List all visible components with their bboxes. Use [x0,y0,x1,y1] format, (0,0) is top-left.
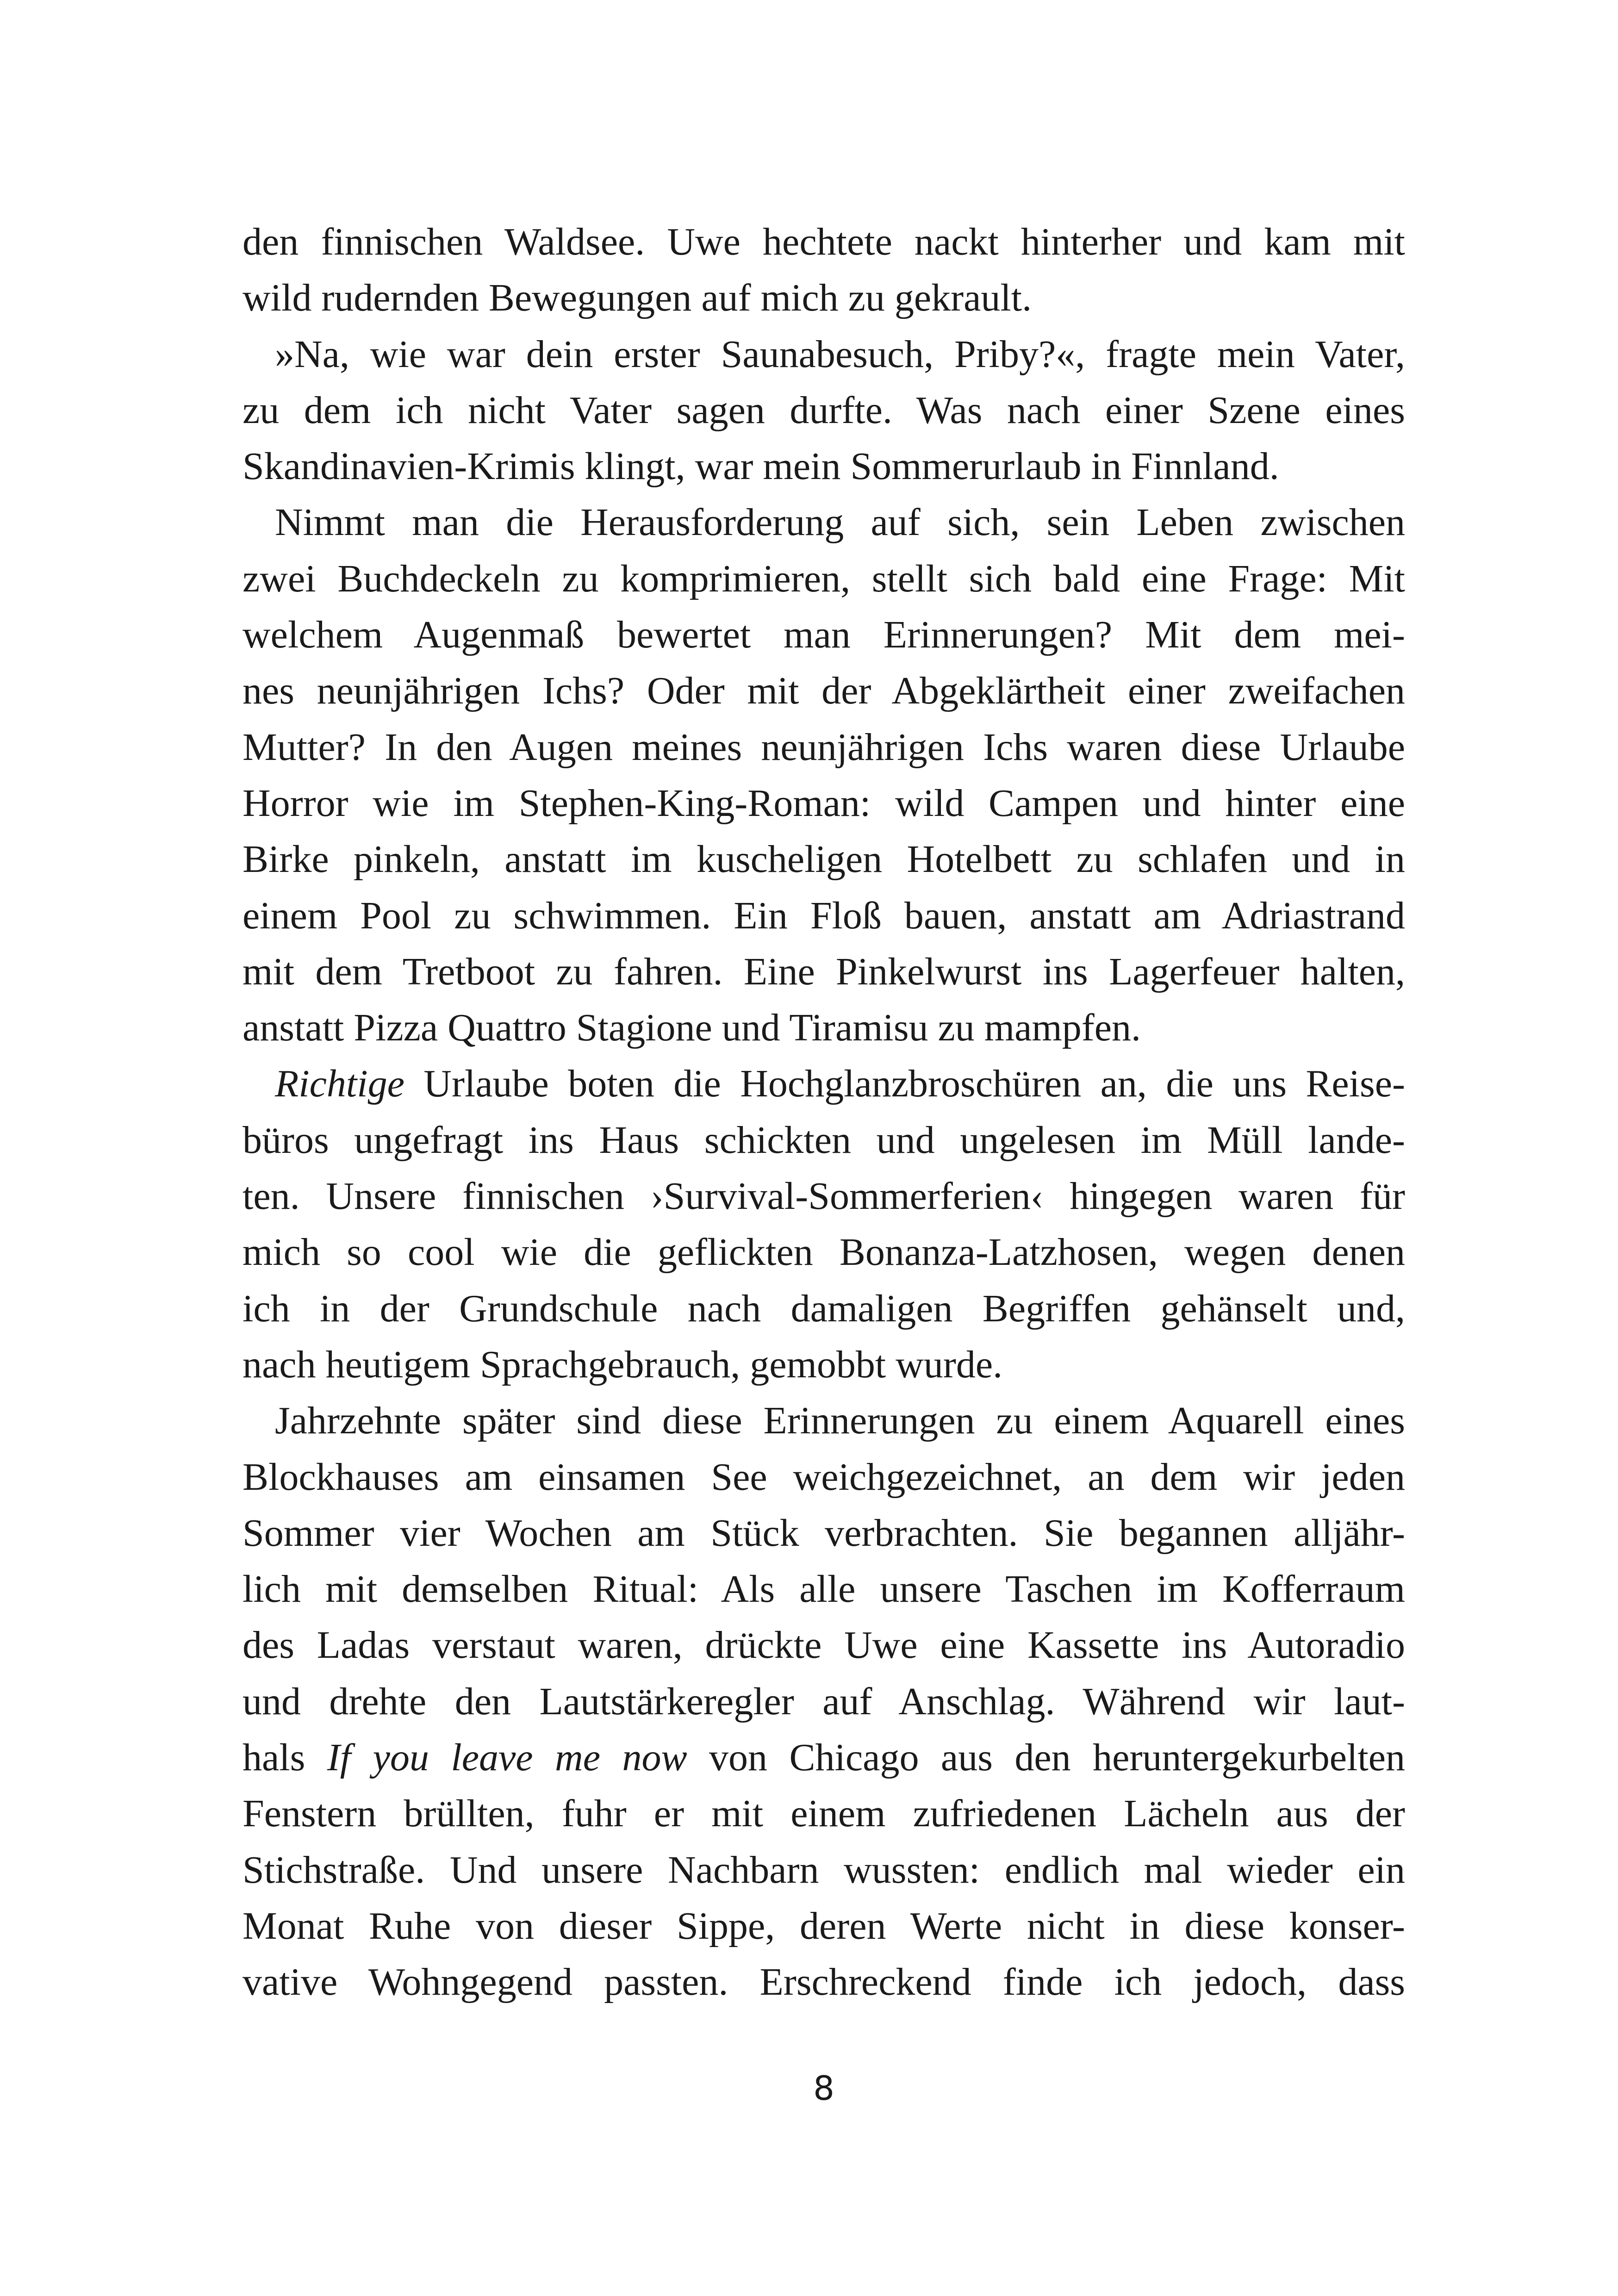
text-line [243,1561,1405,1617]
text-segment: anstatt Pizza Quattro Stagione und Tiramisu zu mampfen. [243,1006,1141,1050]
paragraph [243,326,1405,495]
text-line [243,1000,1405,1056]
text-line [243,1674,1405,1730]
text-segment: büros ungefragt ins Haus schickten und ungelesen im Müll lande- [243,1118,1405,1162]
text-line [243,1617,1405,1673]
text-segment: lich mit demselben Ritual: Als alle unsere Taschen im Kofferraum [243,1568,1405,1611]
text-segment: Urlaube boten die Hochglanzbroschüren an, die uns Reise- [404,1062,1405,1106]
text-segment: und drehte den Lautstärkeregler auf Anschlag. Während wir laut- [243,1680,1405,1723]
text-line [243,1842,1405,1898]
text-segment: Nimmt man die Herausforderung auf sich, sein Leben zwischen [275,501,1405,544]
text-segment: zwei Buchdeckeln zu komprimieren, stellt sich bald eine Frage: Mit [243,557,1405,600]
paragraph [243,214,1405,326]
text-line [243,1168,1405,1224]
text-line [243,1224,1405,1280]
text-line [243,607,1405,663]
text-segment: von Chicago aus den heruntergekurbelten [687,1736,1405,1780]
text-line [243,1898,1405,1954]
page-number: 8 [813,2069,834,2108]
text-segment: hals [243,1736,327,1780]
italic-text: If you leave me now [327,1736,687,1780]
text-line [243,270,1405,326]
text-segment: Jahrzehnte später sind diese Erinnerungen zu einem Aquarell eines [275,1399,1405,1443]
text-segment: Monat Ruhe von dieser Sippe, deren Werte nicht in diese konser- [243,1904,1405,1948]
text-segment: Horror wie im Stephen-King-Roman: wild Campen und hinter eine [243,781,1405,825]
text-line [243,551,1405,607]
text-segment: Birke pinkeln, anstatt im kuscheligen Hotelbett zu schlafen und in [243,838,1405,881]
text-line [243,888,1405,944]
text-line [243,1112,1405,1168]
text-line [243,775,1405,831]
text-line [243,1281,1405,1337]
text-line [243,494,1405,550]
text-segment: mich so cool wie die geflickten Bonanza-Latzhosen, wegen denen [243,1231,1405,1274]
text-segment: den finnischen Waldsee. Uwe hechtete nackt hinterher und kam mit [243,220,1405,263]
text-segment: vative Wohngegend passten. Erschreckend finde ich jedoch, dass [243,1960,1405,2004]
text-line [243,1056,1405,1112]
text-segment: ten. Unsere finnischen ›Survival-Sommerferien‹ hingegen waren für [243,1175,1405,1218]
paragraph [243,1056,1405,1393]
text-segment: Stichstraße. Und unsere Nachbarn wussten: endlich mal wieder ein [243,1848,1405,1892]
text-segment: Blockhauses am einsamen See weichgezeichnet, an dem wir jeden [243,1455,1405,1499]
text-line [243,1337,1405,1393]
body-text [243,214,1405,2010]
text-line [243,719,1405,775]
text-line [243,1730,1405,1786]
text-segment: Sommer vier Wochen am Stück verbrachten. Sie begannen alljähr- [243,1511,1405,1555]
text-segment: ich in der Grundschule nach damaligen Begriffen gehänselt und, [243,1287,1405,1330]
italic-text: Richtige [275,1062,404,1106]
text-segment: einem Pool zu schwimmen. Ein Floß bauen, anstatt am Adriastrand [243,894,1405,937]
text-segment: wild rudernden Bewegungen auf mich zu gekrault. [243,276,1032,320]
text-segment: »Na, wie war dein erster Saunabesuch, Priby?«, fragte mein Vater, [275,332,1405,376]
text-segment: mit dem Tretboot zu fahren. Eine Pinkelwurst ins Lagerfeuer halten, [243,950,1405,993]
text-line [243,1449,1405,1505]
text-line [243,944,1405,1000]
text-line [243,382,1405,438]
text-segment: des Ladas verstaut waren, drückte Uwe eine Kassette ins Autoradio [243,1624,1405,1667]
text-line [243,214,1405,270]
text-line [243,1505,1405,1561]
paragraph [243,1393,1405,2010]
text-line [243,1786,1405,1842]
paragraph [243,494,1405,1056]
text-segment: zu dem ich nicht Vater sagen durfte. Was nach einer Szene eines [243,388,1405,432]
text-line [243,438,1405,494]
text-segment: Mutter? In den Augen meines neunjährigen Ichs waren diese Urlaube [243,725,1405,769]
text-line [243,326,1405,382]
text-segment: nach heutigem Sprachgebrauch, gemobbt wurde. [243,1343,1003,1386]
text-segment: Fenstern brüllten, fuhr er mit einem zufriedenen Lächeln aus der [243,1792,1405,1836]
text-line [243,663,1405,719]
text-segment: nes neunjährigen Ichs? Oder mit der Abgeklärtheit einer zweifachen [243,669,1405,713]
text-line [243,831,1405,887]
text-segment: Skandinavien-Krimis klingt, war mein Sommerurlaub in Finnland. [243,445,1279,488]
text-line [243,1954,1405,2010]
text-segment: welchem Augenmaß bewertet man Erinnerungen? Mit dem mei- [243,613,1405,657]
text-line [243,1393,1405,1449]
